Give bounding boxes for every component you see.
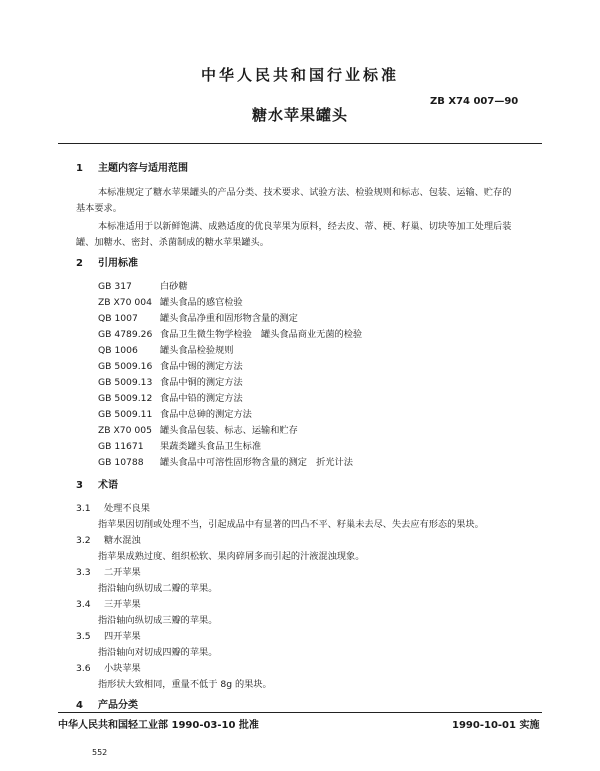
reference-code: GB 5009.13 (98, 377, 153, 388)
section-4-number: 4 (76, 700, 83, 711)
footer-divider (58, 712, 542, 713)
reference-item (98, 358, 243, 372)
section-3-number: 3 (76, 480, 83, 491)
reference-title: 食品中总砷的测定方法 (160, 409, 252, 420)
reference-code: QB 1006 (98, 345, 138, 356)
reference-title: 白砂糖 (160, 281, 188, 292)
reference-code: GB 5009.16 (98, 361, 153, 372)
term-heading (76, 532, 141, 546)
approval-line: 中华人民共和国轻工业部 1990-03-10 批准 (58, 720, 259, 731)
reference-title: 食品中锡的测定方法 (160, 361, 243, 372)
section-2-number: 2 (76, 258, 83, 269)
reference-title: 食品中铜的测定方法 (160, 377, 243, 388)
section-1-number: 1 (76, 163, 83, 174)
term-heading (76, 564, 141, 578)
reference-item (98, 278, 188, 292)
section-1-heading (76, 159, 188, 174)
document-title: 糖水苹果罐头 (251, 106, 348, 124)
term-number: 3.2 (76, 535, 91, 546)
section-3-heading (76, 476, 118, 491)
reference-item (98, 438, 261, 452)
reference-code: GB 5009.12 (98, 393, 153, 404)
section-4-heading (76, 696, 138, 711)
section-2-heading (76, 254, 138, 269)
reference-item (98, 294, 243, 308)
reference-title: 罐头食品包装、标志、运输和贮存 (160, 425, 298, 436)
reference-item (98, 374, 243, 388)
term-number: 3.1 (76, 503, 91, 514)
term-number: 3.4 (76, 599, 91, 610)
reference-item (98, 342, 234, 356)
term-number: 3.3 (76, 567, 91, 578)
term-definition: 指沿轴向纵切成三瓣的苹果。 (98, 615, 218, 626)
term-name: 四开苹果 (104, 631, 141, 642)
term-name: 小块苹果 (104, 663, 141, 674)
reference-item (98, 406, 252, 420)
term-number: 3.5 (76, 631, 91, 642)
term-definition: 指苹果因切削或处理不当，引起成品中有显著的凹凸不平、籽巢未去尽、失去应有形态的果块。 (98, 519, 484, 530)
reference-title: 罐头食品检验规则 (160, 345, 234, 356)
reference-title: 罐头食品中可溶性固形物含量的测定 折光计法 (160, 457, 353, 468)
reference-code: ZB X70 005 (98, 425, 152, 436)
header-divider (58, 143, 542, 144)
term-name: 二开苹果 (104, 567, 141, 578)
section-1-para1-line1: 本标准规定了糖水苹果罐头的产品分类、技术要求、试验方法、检验规则和标志、包装、运输、贮存的 (98, 187, 512, 198)
section-2-title: 引用标准 (98, 258, 138, 269)
reference-item (98, 390, 243, 404)
term-definition: 指苹果成熟过度、组织松软、果肉碎屑多而引起的汁液混浊现象。 (98, 551, 365, 562)
section-1-para2-line2: 罐、加糖水、密封、杀菌制成的糖水苹果罐头。 (76, 237, 269, 248)
term-heading (76, 500, 150, 514)
term-definition: 指沿轴向纵切成二瓣的苹果。 (98, 583, 218, 594)
section-3-title: 术语 (98, 480, 118, 491)
implementation-date: 1990-10-01 实施 (452, 720, 540, 731)
term-name: 处理不良果 (104, 503, 150, 514)
reference-code: QB 1007 (98, 313, 138, 324)
reference-code: GB 4789.26 (98, 329, 153, 340)
term-name: 糖水混浊 (104, 535, 141, 546)
reference-item (98, 454, 353, 468)
term-number: 3.6 (76, 663, 91, 674)
reference-title: 罐头食品的感官检验 (160, 297, 243, 308)
term-name: 三开苹果 (104, 599, 141, 610)
reference-title: 果蔬类罐头食品卫生标准 (160, 441, 262, 452)
term-heading (76, 596, 141, 610)
section-1-para2-line1: 本标准适用于以新鲜饱满、成熟适度的优良苹果为原料，经去皮、蒂、梗、籽巢、切块等加工处理后装 (98, 221, 512, 232)
standard-title: 中华人民共和国行业标准 (200, 66, 399, 84)
reference-item (98, 310, 298, 324)
standard-code: ZB X74 007—90 (430, 96, 519, 107)
reference-code: GB 10788 (98, 457, 144, 468)
section-4-title: 产品分类 (98, 700, 138, 711)
term-definition: 指形状大致相同，重量不低于 8g 的果块。 (98, 679, 272, 690)
reference-item (98, 422, 298, 436)
reference-code: ZB X70 004 (98, 297, 152, 308)
section-1-title: 主题内容与适用范围 (98, 163, 188, 174)
reference-code: GB 11671 (98, 441, 144, 452)
reference-code: GB 5009.11 (98, 409, 153, 420)
reference-title: 食品中铅的测定方法 (160, 393, 243, 404)
term-definition: 指沿轴向对切成四瓣的苹果。 (98, 647, 218, 658)
reference-item (98, 326, 362, 340)
term-heading (76, 660, 141, 674)
section-1-para1-line2: 基本要求。 (76, 203, 122, 214)
term-heading (76, 628, 141, 642)
reference-title: 食品卫生微生物学检验 罐头食品商业无菌的检验 (160, 329, 363, 340)
page-number: 552 (92, 748, 108, 757)
reference-title: 罐头食品净重和固形物含量的测定 (160, 313, 298, 324)
reference-code: GB 317 (98, 281, 132, 292)
